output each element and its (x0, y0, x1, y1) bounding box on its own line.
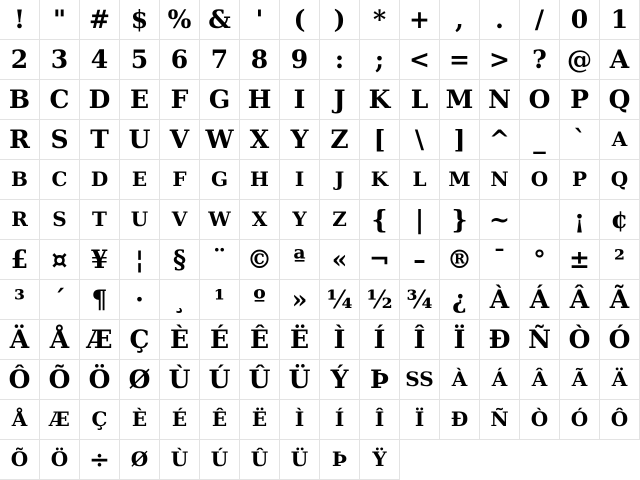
glyph-cell: D (80, 160, 120, 200)
glyph-cell: Y (280, 120, 320, 160)
glyph-cell: D (80, 80, 120, 120)
glyph-cell: Z (320, 120, 360, 160)
glyph-cell: R (0, 200, 40, 240)
glyph-cell: º (240, 280, 280, 320)
glyph-cell: ¦ (120, 240, 160, 280)
glyph-cell: É (200, 320, 240, 360)
glyph-cell: SS (400, 360, 440, 400)
glyph-cell: ¢ (600, 200, 640, 240)
glyph-cell: O (520, 80, 560, 120)
glyph-cell: ¼ (320, 280, 360, 320)
glyph-cell: Â (560, 280, 600, 320)
glyph-cell: É (160, 400, 200, 440)
glyph-cell: W (200, 200, 240, 240)
glyph-cell: Ø (120, 440, 160, 480)
glyph-cell: 5 (120, 40, 160, 80)
glyph-cell: ³ (0, 280, 40, 320)
glyph-cell: Õ (40, 360, 80, 400)
glyph-cell: B (0, 160, 40, 200)
glyph-cell: ¹ (200, 280, 240, 320)
glyph-row (0, 240, 640, 280)
glyph-cell-missing (440, 440, 480, 480)
glyph-cell: ¡ (560, 200, 600, 240)
glyph-cell: 3 (40, 40, 80, 80)
glyph-cell: / (520, 0, 560, 40)
glyph-cell: » (280, 280, 320, 320)
glyph-cell: ? (520, 40, 560, 80)
glyph-cell: K (360, 80, 400, 120)
glyph-cell-missing (480, 440, 520, 480)
glyph-cell: ( (280, 0, 320, 40)
glyph-cell: Ê (240, 320, 280, 360)
glyph-cell: [ (360, 120, 400, 160)
glyph-cell: I (280, 80, 320, 120)
glyph-cell: } (440, 200, 480, 240)
glyph-cell: > (480, 40, 520, 80)
glyph-cell-missing (400, 440, 440, 480)
glyph-cell: Þ (320, 440, 360, 480)
glyph-row (0, 280, 640, 320)
glyph-cell: Ï (400, 400, 440, 440)
glyph-cell: 8 (240, 40, 280, 80)
glyph-cell: Ò (520, 400, 560, 440)
glyph-cell: ^ (480, 120, 520, 160)
glyph-cell: A (600, 40, 640, 80)
glyph-cell: ° (520, 240, 560, 280)
glyph-cell: C (40, 160, 80, 200)
glyph-row (0, 0, 640, 40)
glyph-cell: | (400, 200, 440, 240)
glyph-cell: ` (560, 120, 600, 160)
glyph-cell: Å (0, 400, 40, 440)
glyph-cell: Ó (560, 400, 600, 440)
glyph-cell: ' (240, 0, 280, 40)
glyph-cell: – (400, 240, 440, 280)
glyph-cell: G (200, 80, 240, 120)
glyph-cell: ª (280, 240, 320, 280)
glyph-cell: £ (0, 240, 40, 280)
glyph-cell: ¶ (80, 280, 120, 320)
glyph-cell: H (240, 80, 280, 120)
glyph-cell: G (200, 160, 240, 200)
glyph-cell: Ó (600, 320, 640, 360)
glyph-cell: & (200, 0, 240, 40)
glyph-cell: Â (520, 360, 560, 400)
glyph-cell: Ú (200, 440, 240, 480)
glyph-cell: Ë (240, 400, 280, 440)
glyph-cell: Ù (160, 360, 200, 400)
glyph-cell: = (440, 40, 480, 80)
glyph-cell: % (160, 0, 200, 40)
glyph-cell: Ä (600, 360, 640, 400)
glyph-cell: Ð (480, 320, 520, 360)
glyph-cell: ! (0, 0, 40, 40)
glyph-cell: K (360, 160, 400, 200)
glyph-cell: E (120, 80, 160, 120)
glyph-cell: Ÿ (360, 440, 400, 480)
glyph-row (0, 80, 640, 120)
glyph-cell: Q (600, 160, 640, 200)
glyph-cell: È (120, 400, 160, 440)
glyph-cell: Û (240, 440, 280, 480)
glyph-cell: B (0, 80, 40, 120)
glyph-cell: Á (520, 280, 560, 320)
glyph-cell: Y (280, 200, 320, 240)
glyph-cell: À (480, 280, 520, 320)
glyph-cell: ÷ (80, 440, 120, 480)
glyph-cell: Ê (200, 400, 240, 440)
glyph-cell: Å (40, 320, 80, 360)
glyph-cell: S (40, 120, 80, 160)
glyph-cell: : (320, 40, 360, 80)
glyph-cell: À (440, 360, 480, 400)
glyph-cell: P (560, 160, 600, 200)
glyph-cell: ¤ (40, 240, 80, 280)
glyph-cell: Ì (280, 400, 320, 440)
glyph-cell: # (80, 0, 120, 40)
glyph-row (0, 320, 640, 360)
glyph-cell: H (240, 160, 280, 200)
glyph-cell: ¿ (440, 280, 480, 320)
glyph-cell: Ä (0, 320, 40, 360)
glyph-cell: 9 (280, 40, 320, 80)
glyph-cell: , (440, 0, 480, 40)
glyph-cell: Ü (280, 440, 320, 480)
glyph-cell-blank (520, 200, 560, 240)
glyph-cell: O (520, 160, 560, 200)
glyph-cell: < (400, 40, 440, 80)
glyph-cell: P (560, 80, 600, 120)
glyph-cell: Í (360, 320, 400, 360)
glyph-cell: . (480, 0, 520, 40)
glyph-cell: ± (560, 240, 600, 280)
glyph-cell: ~ (480, 200, 520, 240)
glyph-cell: ¾ (400, 280, 440, 320)
glyph-cell: ¸ (160, 280, 200, 320)
glyph-cell: T (80, 200, 120, 240)
glyph-cell: 1 (600, 0, 640, 40)
glyph-cell: ] (440, 120, 480, 160)
glyph-cell: 4 (80, 40, 120, 80)
glyph-cell: U (120, 120, 160, 160)
glyph-row (0, 360, 640, 400)
glyph-cell: Z (320, 200, 360, 240)
glyph-cell: $ (120, 0, 160, 40)
glyph-cell: F (160, 160, 200, 200)
glyph-cell: M (440, 160, 480, 200)
glyph-cell: 0 (560, 0, 600, 40)
glyph-cell: Á (480, 360, 520, 400)
glyph-cell: Ð (440, 400, 480, 440)
glyph-cell: Ô (600, 400, 640, 440)
glyph-cell: Ç (80, 400, 120, 440)
glyph-cell: Q (600, 80, 640, 120)
glyph-cell: F (160, 80, 200, 120)
glyph-cell-missing (600, 440, 640, 480)
glyph-row (0, 440, 640, 480)
glyph-cell: N (480, 160, 520, 200)
glyph-cell: ) (320, 0, 360, 40)
glyph-cell: Ö (40, 440, 80, 480)
glyph-cell: Í (320, 400, 360, 440)
glyph-cell: Ã (600, 280, 640, 320)
glyph-cell-missing (520, 440, 560, 480)
glyph-cell: * (360, 0, 400, 40)
glyph-cell: Ñ (520, 320, 560, 360)
glyph-cell: Ü (280, 360, 320, 400)
glyph-cell: ´ (40, 280, 80, 320)
glyph-cell: Ã (560, 360, 600, 400)
glyph-cell: È (160, 320, 200, 360)
glyph-cell: L (400, 160, 440, 200)
glyph-row (0, 120, 640, 160)
glyph-cell: U (120, 200, 160, 240)
glyph-cell: Ù (160, 440, 200, 480)
glyph-cell: · (120, 280, 160, 320)
glyph-cell: S (40, 200, 80, 240)
glyph-cell: ½ (360, 280, 400, 320)
glyph-cell: Õ (0, 440, 40, 480)
glyph-cell: 7 (200, 40, 240, 80)
glyph-cell: ² (600, 240, 640, 280)
glyph-cell: Ú (200, 360, 240, 400)
glyph-cell: + (400, 0, 440, 40)
glyph-cell: Ç (120, 320, 160, 360)
glyph-cell: ¬ (360, 240, 400, 280)
glyph-cell: Ý (320, 360, 360, 400)
glyph-cell: Ì (320, 320, 360, 360)
glyph-cell: Æ (40, 400, 80, 440)
glyph-cell: Î (360, 400, 400, 440)
glyph-cell: 6 (160, 40, 200, 80)
glyph-cell: Ï (440, 320, 480, 360)
glyph-cell: V (160, 120, 200, 160)
glyph-cell: L (400, 80, 440, 120)
glyph-cell: _ (520, 120, 560, 160)
glyph-row (0, 200, 640, 240)
glyph-cell: © (240, 240, 280, 280)
glyph-cell: Ö (80, 360, 120, 400)
glyph-cell: Î (400, 320, 440, 360)
glyph-cell: C (40, 80, 80, 120)
glyph-cell: J (320, 80, 360, 120)
glyph-cell: § (160, 240, 200, 280)
glyph-cell: 2 (0, 40, 40, 80)
glyph-cell: ¨ (200, 240, 240, 280)
glyph-cell: E (120, 160, 160, 200)
glyph-cell: " (40, 0, 80, 40)
glyph-cell: Ò (560, 320, 600, 360)
glyph-cell: ® (440, 240, 480, 280)
glyph-cell-missing (560, 440, 600, 480)
glyph-cell: Æ (80, 320, 120, 360)
glyph-cell: Ø (120, 360, 160, 400)
glyph-cell: Ñ (480, 400, 520, 440)
glyph-cell: Ë (280, 320, 320, 360)
glyph-cell: { (360, 200, 400, 240)
glyph-cell: Þ (360, 360, 400, 400)
glyph-cell: Û (240, 360, 280, 400)
glyph-cell: W (200, 120, 240, 160)
glyph-row (0, 40, 640, 80)
glyph-cell: @ (560, 40, 600, 80)
glyph-cell: ¥ (80, 240, 120, 280)
glyph-cell: N (480, 80, 520, 120)
glyph-cell: ¯ (480, 240, 520, 280)
glyph-cell: J (320, 160, 360, 200)
glyph-cell: R (0, 120, 40, 160)
glyph-cell: ; (360, 40, 400, 80)
glyph-cell: X (240, 120, 280, 160)
glyph-cell: A (600, 120, 640, 160)
glyph-cell: M (440, 80, 480, 120)
glyph-row (0, 160, 640, 200)
glyph-row (0, 400, 640, 440)
glyph-cell: X (240, 200, 280, 240)
glyph-cell: Ô (0, 360, 40, 400)
glyph-cell: V (160, 200, 200, 240)
glyph-cell: « (320, 240, 360, 280)
glyph-cell: T (80, 120, 120, 160)
glyph-cell: I (280, 160, 320, 200)
glyph-cell: \ (400, 120, 440, 160)
